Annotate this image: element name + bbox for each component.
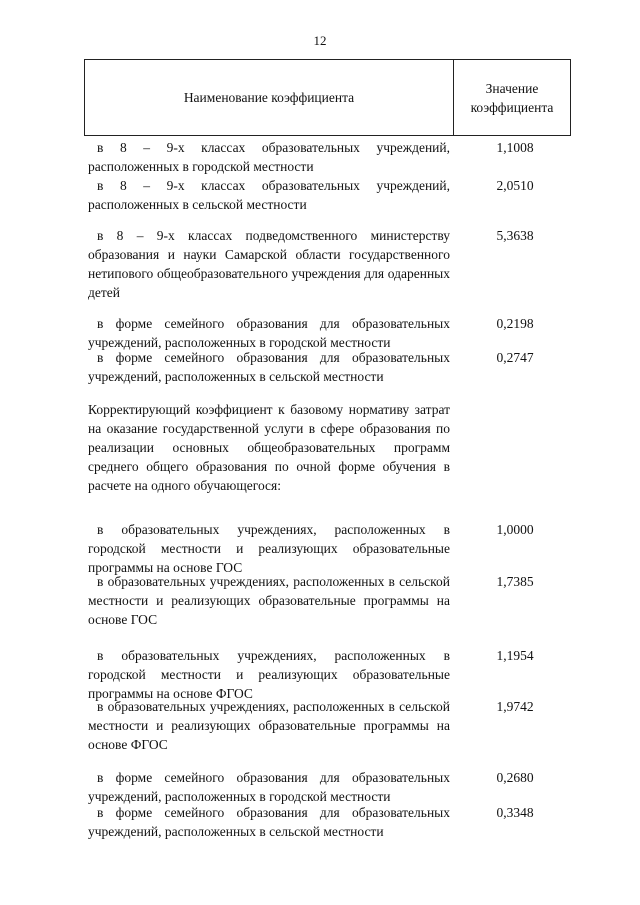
coefficient-value: 1,7385 bbox=[496, 574, 534, 589]
coefficient-value: 1,1954 bbox=[496, 648, 534, 663]
coefficient-value: 1,9742 bbox=[496, 699, 534, 714]
coefficient-description: в образовательных учреждениях, расположенных в городской местности и реализующих образовательные программы на основе ГОС bbox=[88, 522, 450, 575]
coefficient-description: в 8 – 9-х классах образовательных учреждений, расположенных в городской местности bbox=[88, 140, 450, 174]
page-number: 12 bbox=[313, 33, 327, 48]
coefficient-value: 0,2198 bbox=[496, 316, 534, 331]
coefficient-value: 2,0510 bbox=[496, 178, 534, 193]
table-header bbox=[84, 59, 571, 136]
coefficient-description: в форме семейного образования для образовательных учреждений, расположенных в сельской местности bbox=[88, 350, 450, 384]
coefficient-description: в образовательных учреждениях, расположенных в городской местности и реализующих образовательные программы на основе ФГОС bbox=[88, 648, 450, 701]
coefficient-description: в 8 – 9-х классах образовательных учреждений, расположенных в сельской местности bbox=[88, 178, 450, 212]
coefficient-value: 5,3638 bbox=[496, 228, 534, 243]
coefficient-description: в образовательных учреждениях, расположенных в сельской местности и реализующих образовательные программы на основе ФГОС bbox=[88, 699, 450, 752]
coefficient-value: 0,2680 bbox=[496, 770, 534, 785]
coefficient-description: в образовательных учреждениях, расположенных в сельской местности и реализующих образовательные программы на основе ГОС bbox=[88, 574, 450, 627]
header-value-cell: Значение коэффициента bbox=[470, 80, 554, 115]
section-heading-text: Корректирующий коэффициент к базовому нормативу затрат на оказание государственной услуги в сфере образования по реализации основных общеобразовательных программ среднего общего образования по очной форме обучения в расчете на одного обучающегося: bbox=[88, 402, 450, 493]
coefficient-description: в 8 – 9-х классах подведомственного министерству образования и науки Самарской области государственного нетипового общеобразовательного учреждения для одаренных детей bbox=[88, 228, 450, 300]
coefficient-description: в форме семейного образования для образовательных учреждений, расположенных в городской местности bbox=[88, 316, 450, 350]
coefficient-value: 0,2747 bbox=[496, 350, 534, 365]
coefficient-value: 0,3348 bbox=[496, 805, 534, 820]
header-name-cell: Наименование коэффициента bbox=[85, 60, 454, 135]
coefficient-value: 1,0000 bbox=[496, 522, 534, 537]
coefficient-description: в форме семейного образования для образовательных учреждений, расположенных в сельской местности bbox=[88, 805, 450, 839]
coefficient-description: в форме семейного образования для образовательных учреждений, расположенных в городской местности bbox=[88, 770, 450, 804]
coefficient-value: 1,1008 bbox=[496, 140, 534, 155]
